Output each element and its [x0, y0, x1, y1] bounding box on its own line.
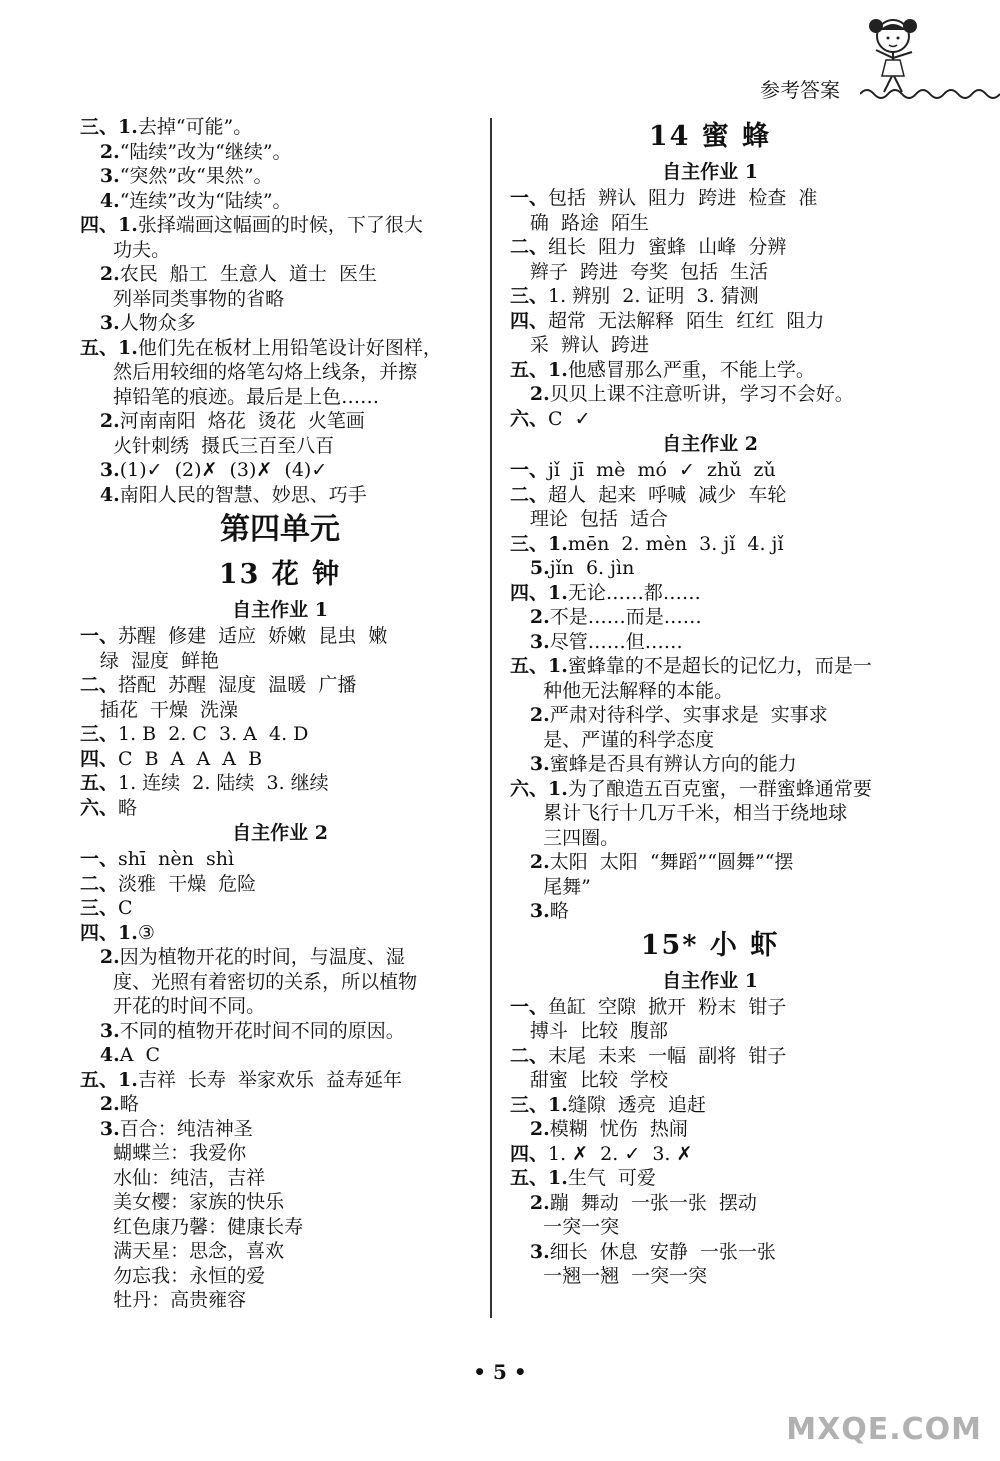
answer-text: “连续”改为“陆续”。 — [119, 189, 292, 212]
page-header — [0, 0, 1000, 120]
item-indent — [80, 1167, 113, 1189]
answer-line — [80, 1092, 480, 1117]
answer-text: 人物众多 — [119, 312, 196, 334]
answer-line — [80, 311, 480, 336]
answer-text: 超人 起来 呼喊 减少 车轮 — [548, 483, 787, 506]
answer-text: 1. ✗ 2. ✓ 3. ✗ — [548, 1142, 693, 1165]
answer-text: ③ — [137, 921, 155, 944]
answer-line — [80, 796, 480, 821]
answer-line — [80, 189, 480, 214]
answer-text: “突然”改“果然”。 — [119, 165, 273, 187]
item-indent — [80, 288, 113, 310]
answer-text: 列举同类事物的省略 — [113, 287, 285, 310]
answer-text: 组长 阻力 蜜蜂 山峰 分辨 — [548, 236, 787, 258]
answer-line — [80, 1166, 480, 1191]
answer-text: 然后用较细的烙笔勾烙上线条，并擦 — [113, 361, 418, 383]
item-indent — [80, 1240, 113, 1262]
answer-text: 无论……都…… — [567, 581, 701, 604]
answer-text: 牡丹：高贵雍容 — [113, 1289, 247, 1311]
answer-text: 不同的植物开花时间不同的原因。 — [119, 1019, 405, 1042]
answer-line — [80, 360, 480, 385]
answer-text: 贝贝上课不注意听讲，学习不会好。 — [549, 383, 854, 405]
answer-text: 累计飞行十几万千米，相当于绕地球 — [543, 802, 848, 824]
answer-line — [80, 896, 480, 921]
answer-text: 尾舞” — [543, 875, 591, 898]
answer-text: 略 — [119, 1093, 139, 1115]
answer-line — [80, 847, 480, 872]
answer-line — [510, 235, 910, 260]
answer-line — [80, 872, 480, 897]
answer-line — [510, 284, 910, 309]
wavy-line-decoration — [860, 84, 1000, 104]
answer-line — [510, 458, 910, 483]
answer-text: 辫子 跨进 夸奖 包括 生活 — [529, 260, 769, 283]
answer-text: 因为植物开花的时间，与温度、湿 — [119, 946, 405, 968]
item-indent: 3. — [80, 165, 120, 187]
item-label: 四、 — [80, 747, 119, 770]
answer-text: 他们先在板材上用铅笔设计好图样， — [137, 336, 442, 359]
answer-line — [510, 826, 910, 851]
answer-text: jǐn 6. jìn — [549, 557, 635, 579]
item-indent: 5. — [510, 557, 550, 579]
answer-line — [510, 1142, 910, 1167]
answer-line — [510, 1093, 910, 1118]
item-indent — [80, 1191, 113, 1213]
item-indent: 3. — [510, 1240, 550, 1263]
watermark: MXQE.COM — [786, 1412, 982, 1447]
item-indent: 2. — [510, 704, 550, 726]
item-indent — [510, 1020, 530, 1042]
item-indent — [80, 361, 113, 383]
answer-line — [80, 921, 480, 946]
answer-line — [80, 994, 480, 1019]
item-label: 六、 — [510, 407, 549, 430]
answer-text: 火针刺绣 摄氏三百至八百 — [113, 434, 335, 457]
item-indent — [510, 1216, 543, 1238]
answer-text: 一突一突 — [543, 1216, 620, 1238]
item-label: 一、 — [80, 625, 119, 647]
answer-text: 搭配 苏醒 湿度 温暖 广播 — [118, 674, 357, 696]
item-label: 三、 — [80, 723, 119, 745]
answer-text: 插花 干燥 洗澡 — [99, 698, 239, 721]
answer-text: 细长 休息 安静 一张一张 — [549, 1240, 776, 1263]
item-indent: 4. — [80, 1044, 120, 1066]
answer-line — [80, 624, 480, 649]
item-label: 四、1. — [510, 581, 568, 604]
answer-text: 去掉“可能”。 — [137, 116, 253, 138]
item-indent — [80, 239, 113, 261]
unit-heading: 第四单元 — [220, 512, 340, 547]
item-indent: 2. — [80, 410, 120, 432]
answer-text: A C — [119, 1044, 161, 1066]
answer-text: 搏斗 比较 腹部 — [529, 1020, 669, 1042]
item-indent: 2. — [510, 606, 550, 628]
item-indent — [80, 1216, 113, 1238]
answer-line — [80, 458, 480, 483]
answer-text: 种他无法解释的本能。 — [543, 679, 734, 702]
item-label: 四、 — [510, 309, 549, 332]
item-indent: 3. — [510, 900, 550, 922]
answer-line — [510, 1068, 910, 1093]
assignment-heading: 自主作业 1 — [232, 599, 328, 621]
answer-text: 采 辨认 跨进 — [529, 334, 650, 356]
answer-line — [510, 1215, 910, 1240]
answer-text: mēn 2. mèn 3. jǐ 4. jǐ — [567, 532, 784, 555]
answer-text: 末尾 未来 一幅 副将 钳子 — [548, 1044, 787, 1067]
item-indent — [510, 261, 530, 283]
section-label: 参考答案 — [760, 78, 840, 102]
item-indent — [510, 802, 543, 824]
answer-text: 1. 连续 2. 陆续 3. 继续 — [118, 772, 329, 794]
item-indent — [510, 876, 543, 898]
answer-line — [510, 581, 910, 606]
item-indent: 3. — [80, 459, 120, 481]
answer-line — [510, 507, 910, 532]
item-indent — [80, 699, 100, 721]
item-indent — [510, 334, 530, 356]
answer-text: 太阳 太阳 “舞蹈”“圆舞”“摆 — [549, 851, 794, 873]
answer-line — [80, 1239, 480, 1264]
answer-line — [510, 309, 910, 334]
answer-line — [80, 1141, 480, 1166]
item-indent: 2. — [510, 1118, 550, 1140]
answer-line — [510, 703, 910, 728]
answer-line — [510, 605, 910, 630]
answer-line — [510, 752, 910, 777]
answer-text: C ✓ — [548, 407, 591, 430]
answer-text: 甜蜜 比较 学校 — [529, 1069, 669, 1091]
right-column — [510, 115, 910, 1289]
item-indent: 2. — [80, 946, 120, 968]
item-label: 一、 — [510, 187, 549, 209]
answer-text: 他感冒那么严重，不能上学。 — [567, 358, 815, 381]
answer-line — [80, 698, 480, 723]
assignment-heading: 自主作业 1 — [662, 161, 758, 183]
item-label: 五、1. — [80, 1068, 138, 1091]
item-indent — [80, 995, 113, 1017]
answer-text: 蜜蜂靠的不是超长的记忆力，而是一 — [567, 655, 872, 677]
answer-text: 严肃对待科学、实事求是 实事求 — [549, 704, 828, 726]
answer-text: 美女樱：家族的快乐 — [113, 1191, 285, 1213]
answer-text: 是、严谨的科学态度 — [543, 728, 715, 751]
item-label: 三、1. — [510, 532, 568, 555]
answer-line — [510, 850, 910, 875]
answer-line — [510, 1044, 910, 1069]
answer-line — [510, 1117, 910, 1142]
item-indent: 2. — [80, 263, 120, 285]
answer-text: 河南南阳 烙花 烫花 火笔画 — [119, 410, 365, 432]
answer-line — [80, 1215, 480, 1240]
answer-text: 水仙：纯洁，吉祥 — [113, 1166, 266, 1189]
item-label: 三、1. — [80, 116, 138, 138]
item-label: 六、1. — [510, 777, 568, 800]
answer-line — [510, 260, 910, 285]
item-indent: 3. — [510, 630, 550, 653]
item-label: 五、1. — [510, 1167, 568, 1189]
answer-line — [510, 630, 910, 655]
answer-line — [80, 970, 480, 995]
answer-text: 模糊 忧伤 热闹 — [549, 1118, 688, 1140]
answer-text: 开花的时间不同。 — [113, 995, 266, 1017]
assignment-heading: 自主作业 2 — [662, 433, 758, 455]
answer-text: shī nèn shì — [118, 848, 235, 870]
answer-line — [80, 945, 480, 970]
answer-line — [510, 186, 910, 211]
assignment-heading: 自主作业 1 — [662, 969, 758, 992]
answer-line — [510, 777, 910, 802]
answer-line — [80, 673, 480, 698]
item-label: 四、1. — [80, 921, 138, 944]
answer-line — [80, 164, 480, 189]
answer-line — [510, 556, 910, 581]
answer-line — [510, 801, 910, 826]
answer-text: 淡雅 干燥 危险 — [118, 872, 257, 895]
answer-line — [80, 409, 480, 434]
answer-line — [80, 336, 480, 361]
answer-text: 超常 无法解释 陌生 红红 阻力 — [548, 309, 825, 332]
lesson-title: 15* 小 虾 — [640, 929, 780, 961]
item-indent: 3. — [510, 753, 550, 775]
answer-text: 不是……而是…… — [549, 606, 702, 628]
item-indent — [80, 1265, 113, 1287]
answer-line — [510, 382, 910, 407]
answer-line — [80, 722, 480, 747]
answer-text: 红色康乃馨：健康长寿 — [113, 1215, 304, 1238]
answer-line — [80, 262, 480, 287]
item-indent: 4. — [80, 483, 120, 506]
column-divider — [490, 118, 492, 1318]
item-indent — [80, 1289, 113, 1311]
answer-line — [510, 679, 910, 704]
answer-text: 缝隙 透亮 追赶 — [567, 1093, 707, 1116]
answer-text: 三四圈。 — [543, 826, 620, 849]
item-indent: 2. — [510, 851, 550, 873]
item-indent — [80, 435, 113, 457]
answer-text: 百合：纯洁神圣 — [119, 1117, 253, 1140]
item-indent — [510, 729, 543, 751]
answer-line — [510, 532, 910, 557]
item-label: 三、 — [80, 897, 119, 919]
answer-line — [510, 1019, 910, 1044]
item-label: 三、1. — [510, 1093, 568, 1116]
item-label: 二、 — [510, 236, 549, 258]
answer-line — [80, 649, 480, 674]
answer-text: 苏醒 修建 适应 娇嫩 昆虫 嫩 — [118, 625, 388, 647]
answer-text: 蜜蜂是否具有辨认方向的能力 — [549, 753, 797, 775]
item-indent: 2. — [80, 1093, 120, 1115]
answer-text: C — [118, 897, 133, 919]
item-label: 四、1. — [80, 214, 138, 236]
answer-text: 蝴蝶兰：我爱你 — [113, 1142, 247, 1164]
answer-line — [510, 995, 910, 1020]
item-indent: 3. — [80, 312, 120, 334]
answer-line — [80, 483, 480, 508]
item-label: 二、 — [80, 872, 119, 895]
item-label: 二、 — [80, 674, 119, 696]
answer-text: (1)✓ (2)✗ (3)✗ (4)✓ — [119, 459, 328, 481]
answer-text: 确 路途 陌生 — [529, 211, 650, 234]
item-label: 三、 — [510, 285, 549, 307]
assignment-heading: 自主作业 2 — [232, 822, 328, 844]
answer-text: 为了酿造五百克蜜，一群蜜蜂通常要 — [567, 777, 872, 800]
answer-line — [510, 358, 910, 383]
answer-line — [80, 1117, 480, 1142]
item-indent — [510, 680, 543, 702]
answer-line — [510, 899, 910, 924]
answer-text: 功夫。 — [113, 238, 171, 261]
item-label: 一、 — [510, 459, 549, 481]
answer-text: 农民 船工 生意人 道士 医生 — [119, 263, 378, 285]
answer-line — [510, 483, 910, 508]
answer-text: 绿 湿度 鲜艳 — [99, 649, 220, 672]
item-label: 二、 — [510, 1044, 549, 1067]
item-indent — [80, 386, 113, 408]
answer-line — [80, 747, 480, 772]
answer-line — [80, 1068, 480, 1093]
answer-text: 张择端画这幅画的时候，下了很大 — [137, 214, 423, 236]
item-label: 四、 — [510, 1142, 549, 1165]
answer-line — [510, 1240, 910, 1265]
answer-line — [80, 434, 480, 459]
answer-line — [510, 211, 910, 236]
page-number: • 5 • — [473, 1360, 527, 1384]
answer-line — [510, 728, 910, 753]
item-label: 一、 — [510, 995, 549, 1018]
item-indent: 2. — [510, 383, 550, 405]
item-indent — [80, 650, 100, 672]
answer-line — [80, 771, 480, 796]
answer-line — [80, 1264, 480, 1289]
item-indent — [510, 1069, 530, 1091]
answer-line — [80, 385, 480, 410]
item-indent — [80, 971, 113, 993]
lesson-title: 13 花 钟 — [218, 559, 342, 590]
item-label: 五、 — [80, 772, 119, 794]
answer-text: 尽管……但…… — [549, 630, 683, 653]
answer-text: 吉祥 长寿 举家欢乐 益寿延年 — [137, 1068, 403, 1091]
answer-text: 勿忘我：永恒的爱 — [113, 1264, 266, 1287]
answer-line — [510, 1166, 910, 1191]
item-indent — [510, 827, 543, 849]
answer-line — [80, 238, 480, 263]
answer-line — [80, 1288, 480, 1313]
answer-text: 一翘一翘 一突一突 — [543, 1265, 708, 1287]
item-indent: 2. — [80, 140, 120, 163]
answer-text: 生气 可爱 — [567, 1167, 656, 1189]
item-label: 一、 — [80, 848, 119, 870]
item-label: 六、 — [80, 796, 119, 819]
answer-line — [510, 333, 910, 358]
answer-text: 理论 包括 适合 — [529, 508, 669, 530]
item-label: 二、 — [510, 483, 549, 506]
answer-line — [510, 1191, 910, 1216]
item-indent — [510, 212, 530, 234]
answer-text: 1. 辨别 2. 证明 3. 猜测 — [548, 285, 759, 307]
answer-text: 南阳人民的智慧、妙思、巧手 — [119, 483, 367, 506]
lesson-title: 14 蜜 蜂 — [648, 121, 772, 152]
answer-text: 1. B 2. C 3. A 4. D — [118, 723, 309, 745]
item-indent: 4. — [80, 189, 120, 212]
answer-line — [80, 1190, 480, 1215]
answer-line — [510, 407, 910, 432]
answer-text: 包括 辨认 阻力 跨进 检查 准 — [548, 187, 818, 209]
answer-text: C B A A A B — [118, 747, 263, 770]
answer-text: 蹦 舞动 一张一张 摆动 — [549, 1191, 757, 1214]
item-label: 五、1. — [510, 358, 568, 381]
answer-text: jǐ jī mè mó ✓ zhǔ zǔ — [548, 459, 776, 481]
answer-text: 略 — [118, 796, 138, 819]
item-indent — [510, 508, 530, 530]
item-indent: 3. — [80, 1117, 120, 1140]
answer-text: “陆续”改为“继续”。 — [119, 140, 292, 163]
answer-line — [80, 213, 480, 238]
left-column — [80, 115, 480, 1313]
answer-line — [510, 654, 910, 679]
answer-text: 略 — [549, 900, 569, 922]
answer-line — [80, 1043, 480, 1068]
item-indent: 3. — [80, 1019, 120, 1042]
answer-text: 满天星：思念，喜欢 — [113, 1240, 285, 1262]
answer-text: 度、光照有着密切的关系，所以植物 — [113, 970, 418, 993]
answer-line — [510, 875, 910, 900]
item-indent: 2. — [510, 1191, 550, 1214]
answer-line — [80, 287, 480, 312]
answer-text: 鱼缸 空隙 掀开 粉末 钳子 — [548, 995, 787, 1018]
answer-line — [510, 1264, 910, 1289]
answer-text: 掉铅笔的痕迹。最后是上色…… — [113, 385, 380, 408]
item-label: 五、1. — [510, 655, 568, 677]
answer-line — [80, 115, 480, 140]
item-indent — [80, 1142, 113, 1164]
item-label: 五、1. — [80, 336, 138, 359]
item-indent — [510, 1265, 543, 1287]
answer-line — [80, 140, 480, 165]
answer-line — [80, 1019, 480, 1044]
